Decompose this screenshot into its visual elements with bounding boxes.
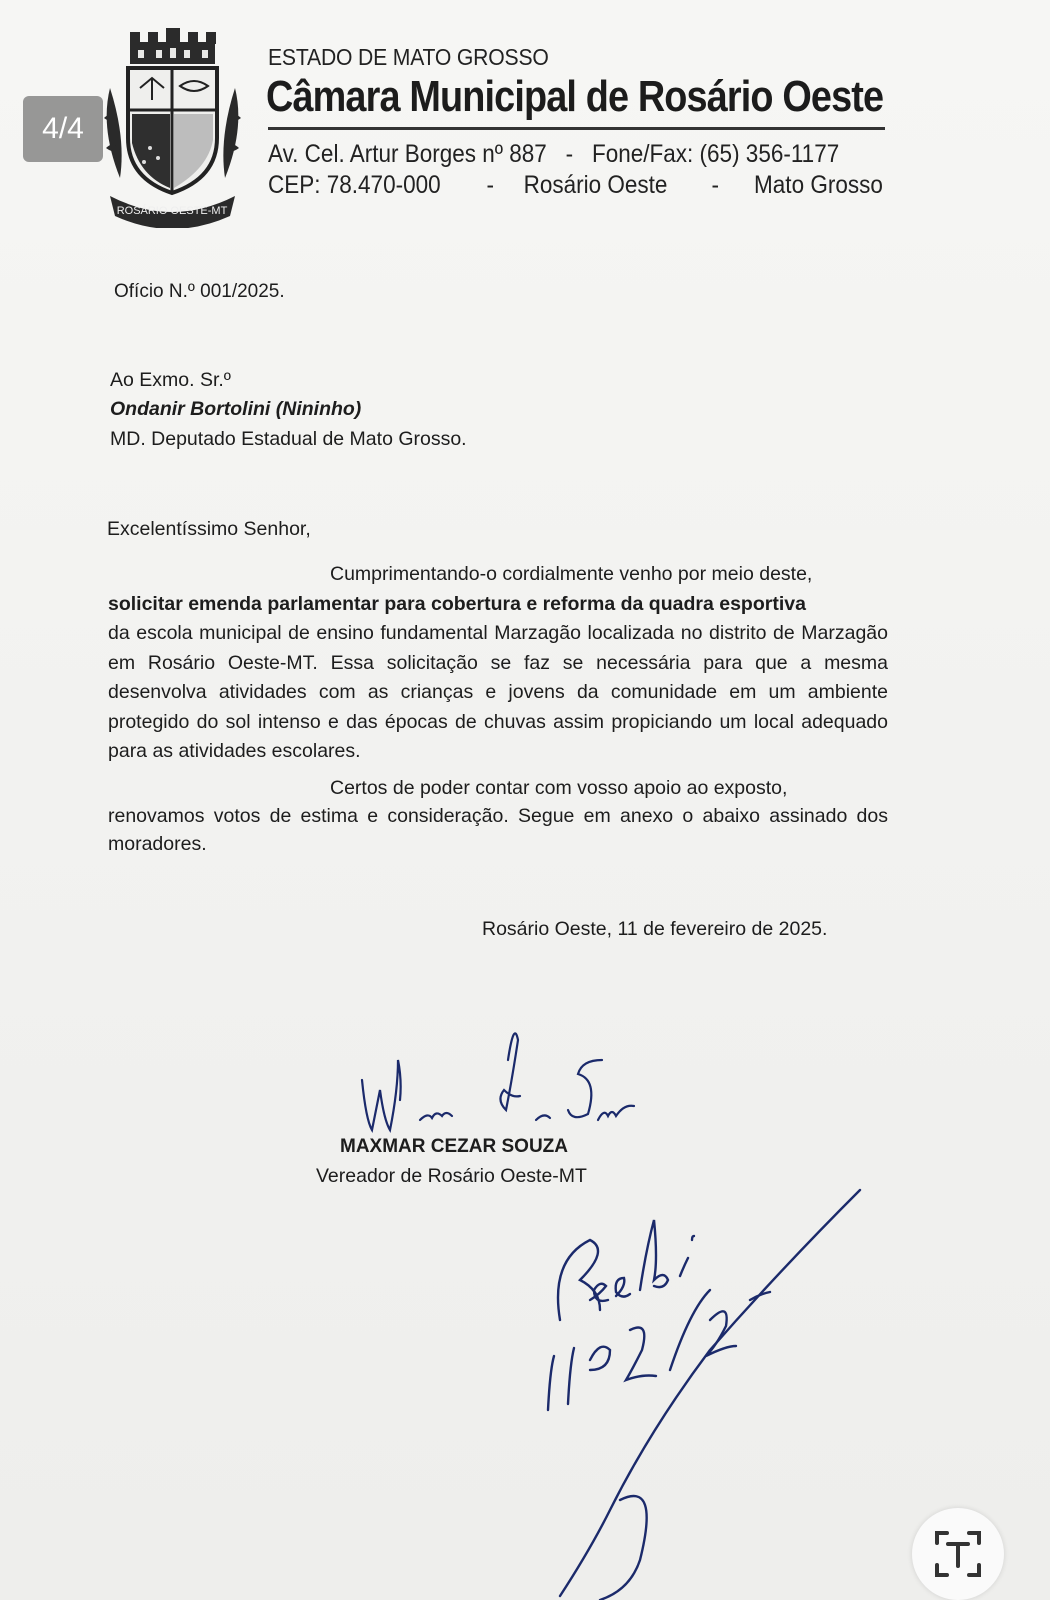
paragraph-request [108, 560, 888, 767]
signer-role: Vereador de Rosário Oeste-MT [316, 1165, 587, 1187]
paragraph-request-rest: da escola municipal de ensino fundamental Marzagão localizada no distrito de Marzagão em Rosário Oeste-MT. Essa solicitação se faz se necessária para que a mesma desenvolva atividades com as crianças e jovens da comunidade em um ambiente protegido do sol intenso e das épocas de chuvas assim propiciando um local adequado para as atividades escolares. [108, 622, 888, 762]
header-institution-title: Câmara Municipal de Rosário Oeste [266, 72, 884, 121]
paragraph-closing-lead: Certos de poder contar com vosso apoio ao exposto, [330, 777, 788, 799]
letter-reference: Ofício N.º 001/2025. [114, 281, 285, 302]
signer-name: MAXMAR CEZAR SOUZA [340, 1136, 568, 1157]
salutation-to: Ao Exmo. Sr.º [110, 369, 231, 391]
municipal-crest-logo [100, 28, 245, 228]
header-state-name: Mato Grosso [754, 171, 883, 199]
header-separator: - [486, 171, 494, 199]
recipient-name: Ondanir Bortolini (Nininho) [110, 398, 362, 420]
handwritten-signature [340, 1020, 660, 1150]
header-phone: Fone/Fax: (65) 356-1177 [592, 140, 840, 168]
header-state: ESTADO DE MATO GROSSO [268, 44, 549, 70]
paragraph-closing [108, 774, 888, 858]
header-divider [268, 127, 885, 130]
paragraph-request-highlight: solicitar emenda parlamentar para cobertura e reforma da quadra esportiva [108, 592, 806, 615]
header-address-line [268, 140, 839, 169]
place-date: Rosário Oeste, 11 de fevereiro de 2025. [482, 918, 828, 940]
header-address: Av. Cel. Artur Borges nº 887 [268, 140, 547, 168]
header-separator: - [565, 140, 574, 168]
text-scan-button[interactable] [912, 1508, 1004, 1600]
crest-ribbon-text: ROSÁRIO OESTE-MT [116, 205, 228, 217]
receipt-handwritten-note [520, 1180, 880, 1600]
greeting: Excelentíssimo Senhor, [107, 518, 311, 540]
paragraph-request-lead: Cumprimentando-o cordialmente venho por meio deste, [330, 563, 813, 585]
recipient-title: MD. Deputado Estadual de Mato Grosso. [110, 428, 467, 450]
page-counter-badge: 4/4 [23, 96, 103, 162]
text-scan-icon [933, 1529, 983, 1579]
paragraph-closing-rest: renovamos votos de estima e consideração. Segue em anexo o abaixo assinado dos moradores. [108, 805, 888, 855]
header-cep: CEP: 78.470-000 [268, 171, 441, 199]
header-separator: - [711, 171, 719, 199]
header-cep-line [268, 171, 883, 200]
header-city: Rosário Oeste [523, 171, 668, 199]
